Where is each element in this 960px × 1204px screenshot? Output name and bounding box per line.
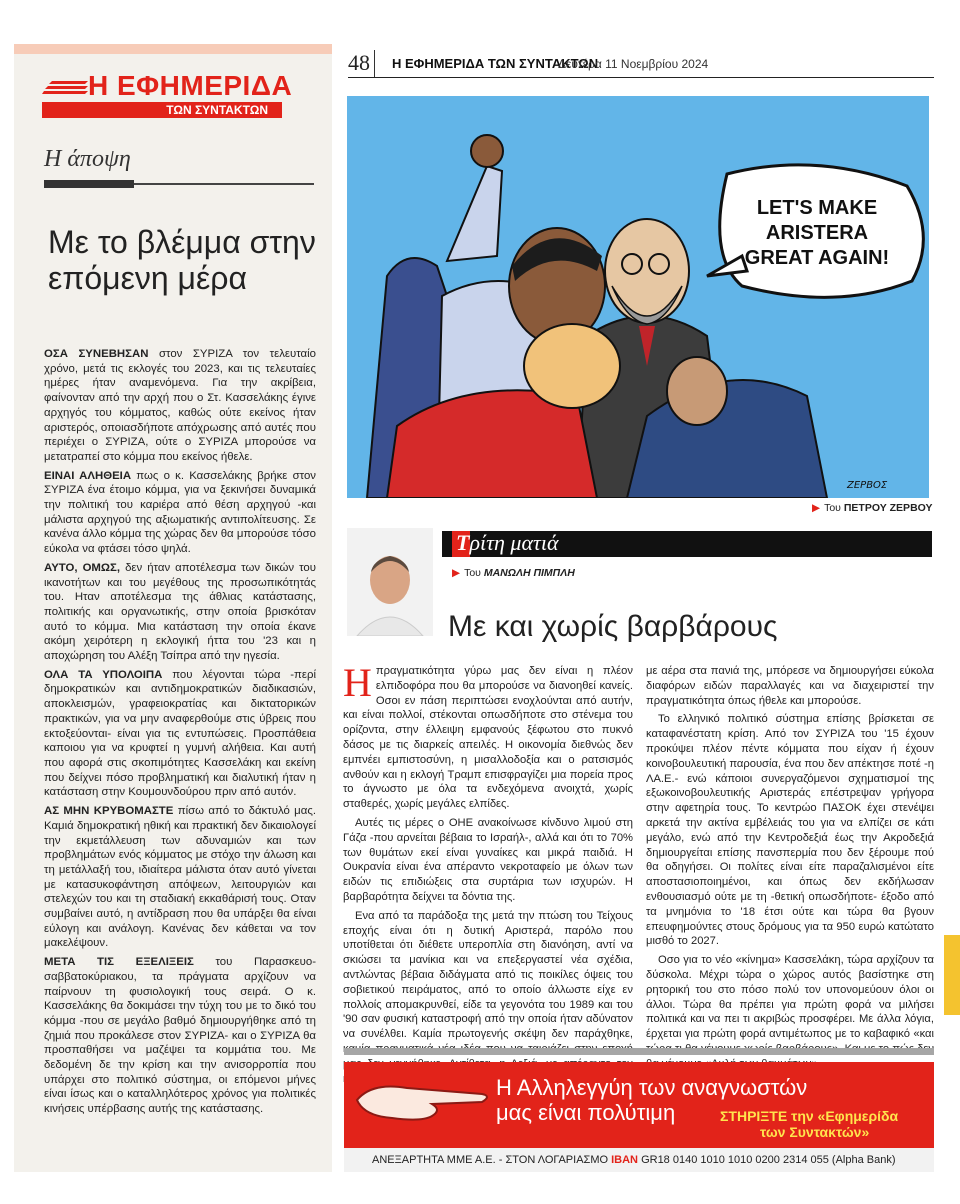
masthead-stripes-icon xyxy=(42,80,90,96)
cartoon-illustration xyxy=(347,96,929,498)
paragraph-text: του Παρασκευο-σαββατοκύριακου, τα πράγματα αρχίζουν να παίρνουν τη φυσιολογική τους σειρά. Ο κ. Κασσελάκης θα δοκιμάσει την τύχη του με το δικό του κόμμα -που σε μεγάλο βαθμό δημιουργήθηκε από τη ζημιά που προκάλεσε στον ΣΥΡΙΖΑ- και ο ΣΥΡΙΖΑ θα προσπαθήσει να μαζέψει τα κομμάτια του. Με δεδομένη δε την κρίση και την ανισορροπία που υπάρχει στο πολιτικό σύστημα, οι επόμενοι μήνες είναι ίσως και ο καταλληλότερος χρόνος για πολιτικές κινήσεις υπέρβασης αυτής της κατάστασης. xyxy=(44,956,316,1116)
paragraph-text: πίσω από το δάκτυλό μας. Καμιά δημοκρατική ηθική και πρακτική δεν δικαιολογεί την εκμετάλλευση των αδυναμιών και των προβλημάτων ενός κόμματος με στόχο την άλωση και τη μετάλλαξή του, ιδιαίτερα μάλιστα όταν αυτό γίνεται με κατασυκοφάντηση απόψεων, λειτουργιών και στελεχών του και τη σταδιακή εκκαθάρισή τους. Οταν συμβαίνει αυτό, η αντίδραση που θα υπάρξει θα είναι εύλογη και ανάλογη. Κανένας δεν κάθεται να τον μακελέψουν. xyxy=(44,805,316,950)
ad-title-line-1: Η Αλληλεγγύη των αναγνωστών xyxy=(496,1075,808,1100)
article-paragraph: Ενα από τα παράδοξα της μετά την πτώση του Τείχους εποχής είναι ότι η δυτική Αριστερά, παρόλο που υποτίθεται ότι διέθετε υπεροπλία στη διανόηση, αντί να σκιώσει τα μανίκια και να επεξεργαστεί νέα σχέδια, αντλώντας βέβαια διδάγματα από τις ποικίλες όψεις του σοβιετικού πειράματος, από το οποίο άλλωστε είχε εν πολλοίς απομακρυνθεί, είδε τα γεγονότα του 1989 και του '90 σαν φυσική καταστροφή από την οποία ήταν αδύνατον να συνέλθει. Καμία πρωτογενής σκέψη δεν παράχθηκε, xyxy=(343,909,633,1041)
dropcap: Η xyxy=(343,660,372,705)
paragraph-lead: ΑΣ ΜΗΝ ΚΡΥΒΟΜΑΣΤΕ xyxy=(44,805,174,818)
ad-top-rule xyxy=(344,1048,934,1055)
author-photo xyxy=(347,528,433,636)
triangle-icon: ▶ xyxy=(812,502,821,514)
cartoon-signature: ΖΕΡΒΟΣ xyxy=(847,480,888,491)
paragraph-lead: ΜΕΤΑ ΤΙΣ ΕΞΕΛΙΞΕΙΣ xyxy=(44,956,194,969)
opinion-body xyxy=(44,347,316,1121)
article-paragraph: Οσο για το νέο «κίνημα» Κασσελάκη, τώρα αρχίζουν τα δύσκολα. Μέχρι τώρα ο χώρος αυτός βασίστηκε στη ρητορική του στο πόσο πολύ τον υπονομεύουν όλοι οι άλλοι. Τώρα θα πρέπει για πρώτη φορά να μιλήσει πολιτικά και να πει τι ακριβώς προσφέρει. Με άλλα λόγια, έρχεται για πρώτη φορά αντιμέτωπος με το καβαφικό «και xyxy=(646,954,934,1041)
paragraph-lead: ΟΛΑ ΤΑ ΥΠΟΛΟΙΠΑ xyxy=(44,668,163,681)
article-paragraph: με αέρα στα πανιά της, μπόρεσε να δημιουργήσει εύκολα διαφόρων ειδών παραλλαγές και να διαχειριστεί την πραγματικότητα όπως ήθελε και μπορούσε. xyxy=(646,665,934,707)
paragraph-text: που λέγονται τώρα -περί δημοκρατικών και αντιδημοκρατικών διαδικασιών, αποκλεισμών, γραφειοκρατίας και δικτατορικών πρακτικών, για να μην αναφερθούμε στις ύβρεις που εκτοξεύονται- είναι για τις εντυπώσεις. Προσπάθεια καποιου για να κρυφτεί η γυμνή αλήθεια. Και αυτή που αφορά στις σκοπιμότητες Κασσελάκη και εκείνη που δείχνει πόσο προβληματική και διαλυτική ήταν η κατάσταση στην Κουμουνδούρου πριν από αυτόν. xyxy=(44,668,316,799)
author-portrait xyxy=(347,528,433,636)
article-paragraph xyxy=(343,660,633,812)
torn-edge xyxy=(14,44,332,54)
credit-name: ΠΕΤΡΟΥ ΖΕΡΒΟΥ xyxy=(843,502,933,514)
ad-support-line-1: ΣΤΗΡΙΞΤΕ την «Εφημερίδα xyxy=(720,1108,899,1124)
opinion-paragraph xyxy=(44,469,316,557)
speech-line-1: LET'S MAKE xyxy=(756,197,878,219)
issue-date: Δευτέρα 11 Νοεμβρίου 2024 xyxy=(558,57,709,71)
paragraph-lead: ΑΥΤΟ, ΟΜΩΣ, xyxy=(44,561,121,574)
byline-name: ΜΑΝΩΛΗ ΠΙΜΠΛΗ xyxy=(483,567,575,579)
paragraph-lead: ΕΙΝΑΙ ΑΛΗΘΕΙΑ xyxy=(44,469,132,482)
opinion-headline: Με το βλέμμα στην επόμενη μέρα xyxy=(48,224,316,296)
byline xyxy=(452,567,575,579)
cartoon-credit xyxy=(812,502,933,514)
byline-prefix: Του xyxy=(464,567,481,579)
ad-support xyxy=(720,1108,898,1140)
triangle-icon: ▶ xyxy=(452,567,461,579)
masthead-subtitle: ΤΩΝ ΣΥΝΤΑΚΤΩΝ xyxy=(42,102,282,118)
paper-name: Η ΕΦΗΜΕΡΙΔΑ ΤΩΝ ΣΥΝΤΑΚΤΩΝ xyxy=(392,56,599,71)
editorial-cartoon xyxy=(347,96,929,498)
article-paragraph: Το ελληνικό πολιτικό σύστημα επίσης βρίσκεται σε καταφανέστατη κρίση. Από τον ΣΥΡΙΖΑ του '15 έχουν προκύψει πλέον πέντε κόμματα που είχαν ή έχουν κοινοβουλευτική παρουσία, ένα που δεν απέκτησε ποτέ -η ΛΑ.Ε.- ενώ κάποιοι συνεργαζόμενοι σχηματισμοί της εξωκοινοβουλευτικής Αριστεράς επέστρεψαν γρήγορα στην αφετηρία τους. Το κεντρώο ΠΑΣΟΚ έχει στενέψει αρκετά την ακτίνα εμβέλειάς του για να ελπίζει σε κάτι μεγάλο, ενώ από την Κεντροδεξιά έως την Ακροδεξιά δημιουργείται επίσης πανσπερμία που δεν ξέρουμε πού θα οδηγήσει. Οι πολίτες είναι είτε παραζαλισμένοι είτε αποστασιοποιημένοι, και όπως δεν εκδήλωσαν ενθουσιασμό ούτε με τη -θετική οπωσδήποτε- έξοδο από τα μνημόνια το '18 έτσι ούτε και τώρα θα βγουν επευφημούντες στους δρόμους για τα 950 ευρώ κατώτατο μισθό το 2027. xyxy=(646,713,934,948)
column-title-rest: ρίτη ματιά xyxy=(469,530,559,555)
opinion-paragraph xyxy=(44,347,316,465)
ad-support-line-2: των Συντακτών» xyxy=(760,1124,870,1140)
opinion-paragraph xyxy=(44,955,316,1117)
section-label: Η άποψη xyxy=(44,146,131,172)
page-edge-tab xyxy=(944,935,960,1015)
paragraph-text: δεν ήταν αποτέλεσμα των δικών του ικανοτήτων και του μεγέθους της προσωπικότητάς του. Ηταν αποτέλεσμα της άθλιας κατάστασης, πολιτικής και οργανωτικής, στην οποία βρισκόταν αυτό το κόμμα. Μια κατάσταση την οποία έκανε ακόμη χειρότερη η εκλογική ήττα του '23 και η αποχώρηση του Αλέξη Τσίπρα από την ηγεσία. xyxy=(44,561,316,663)
paragraph-text: πραγματικότητα γύρω μας δεν είναι η πλέον ελπιδοφόρα που θα μπορούσε να διανοηθεί κανείς. Οσοι εν πάση περιπτώσει ενοχλούνται από αυτήν, και είναι πολλοί, στέκονται οπωσδήποτε στο στένεμα του ορίζοντα, στην έλλειψη εμφανούς ξέφωτου στο πυκνό δάσος με τις διαρκείς απειλές. Η οικονομία διεθνώς δεν εμπνέει εμπιστοσύνη, η μισαλλοδοξία και ο ρατσισμός ανθούν και η εκλογή Τραμπ επισφραγίζει μια πορεία προς το άγνωστο με όλα τα ενδεχόμενα ανοιχτά, χωρίς σταθερές, χωρίς μεγάλες ελπίδες. xyxy=(343,665,633,811)
ad-bank-details xyxy=(372,1154,896,1166)
iban-number: GR18 0140 1010 1010 0200 2314 055 xyxy=(641,1154,829,1166)
header-rule xyxy=(348,77,934,78)
speech-line-2: ARISTERA xyxy=(765,222,869,244)
article-headline: Με και χωρίς βαρβάρους xyxy=(448,610,778,643)
paragraph-text: στον ΣΥΡΙΖΑ τον τελευταίο χρόνο, μετά τις εκλογές του 2023, και τις τελευταίες ημέρες ήταν αναμενόμενα. Για την ακρίβεια, φαίνονταν από την αρχή που ο Στ. Κασσελάκης έγινε αρχηγός του κόμματος, καθώς ούτε εκείνος ήταν αριστερός, οποιασδήποτε απόχρωσης από αυτές που περιέχει ο ΣΥΡΙΖΑ, ούτε ο ΣΥΡΙΖΑ μπορούσε να μετατραπεί στο κόμμα που εκείνος ήθελε. xyxy=(44,348,316,463)
iban-label: IBAN xyxy=(611,1154,638,1166)
column-title xyxy=(456,530,559,556)
masthead-title: Η ΕΦΗΜΕΡΙΔΑ xyxy=(88,70,293,101)
column-title-initial: Τ xyxy=(456,530,470,555)
credit-prefix: Του xyxy=(824,502,841,514)
bank-name: (Alpha Bank) xyxy=(831,1154,896,1166)
article-column-2 xyxy=(646,664,934,1076)
pointing-hand-icon xyxy=(352,1070,502,1130)
speech-line-3: GREAT AGAIN! xyxy=(744,247,890,269)
opinion-paragraph xyxy=(44,561,316,664)
header-separator xyxy=(374,50,375,78)
opinion-paragraph xyxy=(44,804,316,951)
section-rule-accent xyxy=(44,180,134,188)
ad-bank-text: ΑΝΕΞΑΡΤΗΤΑ ΜΜΕ Α.Ε. - ΣΤΟΝ ΛΟΓΑΡΙΑΣΜΟ xyxy=(372,1154,609,1166)
page-number: 48 xyxy=(348,50,370,75)
ad-title-line-2: μας είναι πολύτιμη xyxy=(496,1100,676,1125)
opinion-paragraph xyxy=(44,668,316,800)
paragraph-lead: ΟΣΑ ΣΥΝΕΒΗΣΑΝ xyxy=(44,348,149,360)
article-paragraph: Αυτές τις μέρες ο ΟΗΕ ανακοίνωσε κίνδυνο λιμού στη Γάζα -που αρνείται βέβαια το Ισραήλ-, αλλά και ότι το 70% των θυμάτων εκεί είναι γυναίκες και μικρά παιδιά. Η Ουκρανία είναι ένα απέραντο νεκροταφείο με όλων των ειδών τις επιδιώξεις στα συρτάρια των ισχυρών. Η βαρβαρότητα δείχνει τα δόντια της. xyxy=(343,816,633,903)
paragraph-text: πως ο κ. Κασσελάκης βρήκε στον ΣΥΡΙΖΑ ένα έτοιμο κόμμα, για να ξεκινήσει δυναμικά την πολιτική του καριέρα από θέση αρχηγού -και μάλιστα αρχηγού της αξιωματικής αντιπολίτευσης. Σε κανένα άλλο κόμμα της χώρας δεν θα μπορούσε τόσο εύκολα να φτάσει τόσο ψηλά. xyxy=(44,469,316,556)
article-column-1 xyxy=(343,660,633,1090)
